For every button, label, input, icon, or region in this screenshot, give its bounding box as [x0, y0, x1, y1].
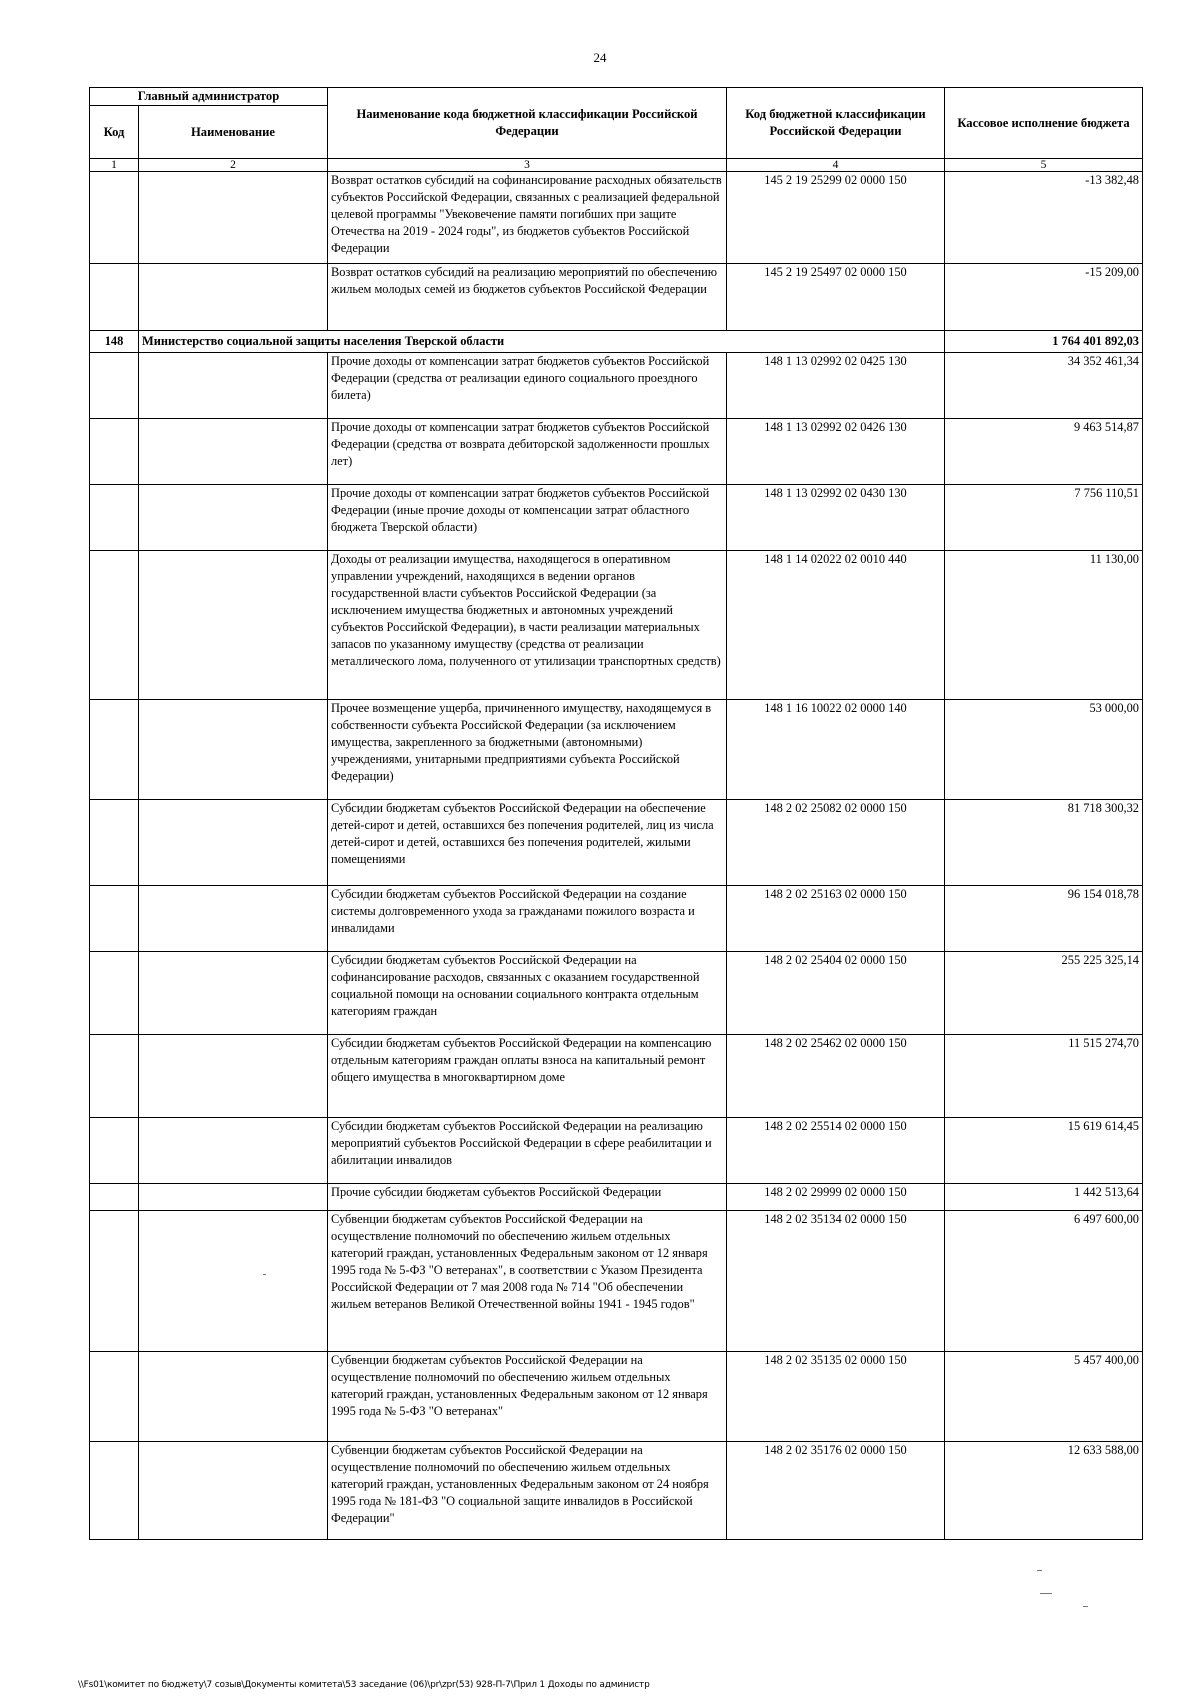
- row-amount: 96 154 018,78: [945, 886, 1143, 952]
- row-amount: 255 225 325,14: [945, 952, 1143, 1035]
- column-number: 2: [139, 159, 328, 172]
- code-header: Код: [90, 106, 139, 159]
- table-row: [90, 419, 1143, 485]
- row-description: Доходы от реализации имущества, находящегося в оперативном управлении учреждений, находящихся в ведении органов государственной власти субъектов Российской Федерации (за исключением имущества бюджетных и автономных учреждений субъектов Российской Федерации), в части реализации материальных запасов по указанному имуществу (средства от реализации металлического лома, полученного от утилизации транспортных средств): [328, 551, 727, 700]
- kbk-code-header: Код бюджетной классификации Российской Федерации: [727, 88, 945, 159]
- row-description: Прочие доходы от компенсации затрат бюджетов субъектов Российской Федерации (средства от реализации единого социального проездного билета): [328, 353, 727, 419]
- row-description: Прочие доходы от компенсации затрат бюджетов субъектов Российской Федерации (иные прочие доходы от компенсации затрат областного бюджета Тверской области): [328, 485, 727, 551]
- row-amount: 1 442 513,64: [945, 1184, 1143, 1211]
- table-row: [90, 952, 1143, 1035]
- footer-file-path: \\Fs01\комитет по бюджету\7 созыв\Документы комитета\53 заседание (06)\pr\zpr(53) 928-П-7\Прил 1 Доходы по администр: [78, 1680, 650, 1690]
- row-description: Возврат остатков субсидий на реализацию мероприятий по обеспечению жильем молодых семей из бюджетов субъектов Российской Федерации: [328, 264, 727, 331]
- row-amount: 15 619 614,45: [945, 1118, 1143, 1184]
- row-description: Субсидии бюджетам субъектов Российской Федерации на обеспечение детей-сирот и детей, оставшихся без попечения родителей, лиц из числа детей-сирот и детей, оставшихся без попечения родителей, жилыми помещениями: [328, 800, 727, 886]
- table-row: [90, 353, 1143, 419]
- table-row: [90, 700, 1143, 800]
- row-code: 148 2 02 25462 02 0000 150: [727, 1035, 945, 1118]
- column-number: 1: [90, 159, 139, 172]
- row-description: Прочее возмещение ущерба, причиненного имуществу, находящемуся в собственности субъекта Российской Федерации (за исключением имущества, закрепленного за бюджетными (автономными) учреждениями, унитарными предприятиями субъекта Российской Федерации): [328, 700, 727, 800]
- scan-mark: [1037, 1570, 1042, 1571]
- row-amount: 5 457 400,00: [945, 1352, 1143, 1442]
- group-row: [90, 331, 1143, 353]
- row-description: Субвенции бюджетам субъектов Российской Федерации на осуществление полномочий по обеспечению жильем отдельных категорий граждан, установленных Федеральным законом от 24 ноября 1995 года № 181-ФЗ "О социальной защите инвалидов в Российской Федерации": [328, 1442, 727, 1540]
- table-row: [90, 1118, 1143, 1184]
- row-code: 148 2 02 25163 02 0000 150: [727, 886, 945, 952]
- scan-mark: [1040, 1593, 1052, 1594]
- page-number: 24: [593, 50, 607, 65]
- table-row: [90, 800, 1143, 886]
- row-code: 148 2 02 25404 02 0000 150: [727, 952, 945, 1035]
- row-code: 148 1 14 02022 02 0010 440: [727, 551, 945, 700]
- table-row: [90, 1211, 1143, 1352]
- row-code: 148 2 02 35135 02 0000 150: [727, 1352, 945, 1442]
- group-amount: 1 764 401 892,03: [945, 331, 1143, 353]
- row-amount: 6 497 600,00: [945, 1211, 1143, 1352]
- budget-table: [89, 87, 1143, 1540]
- row-amount: 53 000,00: [945, 700, 1143, 800]
- row-code: 148 1 13 02992 02 0425 130: [727, 353, 945, 419]
- table-row: [90, 886, 1143, 952]
- execution-header: Кассовое исполнение бюджета: [945, 88, 1143, 159]
- column-numbers-row: [90, 159, 1143, 172]
- row-amount: -15 209,00: [945, 264, 1143, 331]
- table-row: [90, 551, 1143, 700]
- row-description: Субсидии бюджетам субъектов Российской Федерации на компенсацию отдельным категориям граждан оплаты взноса на капитальный ремонт общего имущества в многоквартирном доме: [328, 1035, 727, 1118]
- row-amount: 12 633 588,00: [945, 1442, 1143, 1540]
- row-description: Субсидии бюджетам субъектов Российской Федерации на реализацию мероприятий субъектов Российской Федерации в сфере реабилитации и абилитации инвалидов: [328, 1118, 727, 1184]
- table-row: [90, 264, 1143, 331]
- row-description: Прочие субсидии бюджетам субъектов Российской Федерации: [328, 1184, 727, 1211]
- row-code: 148 2 02 29999 02 0000 150: [727, 1184, 945, 1211]
- row-code: 148 2 02 35176 02 0000 150: [727, 1442, 945, 1540]
- table-row: [90, 1352, 1143, 1442]
- table-row: [90, 172, 1143, 264]
- row-code: 148 1 13 02992 02 0426 130: [727, 419, 945, 485]
- row-amount: 11 130,00: [945, 551, 1143, 700]
- row-code: 148 1 16 10022 02 0000 140: [727, 700, 945, 800]
- row-code: 148 2 02 35134 02 0000 150: [727, 1211, 945, 1352]
- row-amount: 7 756 110,51: [945, 485, 1143, 551]
- scan-mark: [263, 1274, 266, 1275]
- row-description: Субвенции бюджетам субъектов Российской Федерации на осуществление полномочий по обеспечению жильем отдельных категорий граждан, установленных Федеральным законом от 12 января 1995 года № 5-ФЗ "О ветеранах", в соответствии с Указом Президента Российской Федерации от 7 мая 2008 года № 714 "Об обеспечении жильем ветеранов Великой Отечественной войны 1941 - 1945 годов": [328, 1211, 727, 1352]
- row-description: Прочие доходы от компенсации затрат бюджетов субъектов Российской Федерации (средства от возврата дебиторской задолженности прошлых лет): [328, 419, 727, 485]
- column-number: 4: [727, 159, 945, 172]
- row-amount: 34 352 461,34: [945, 353, 1143, 419]
- main-admin-header: Главный администратор: [90, 88, 328, 106]
- table-row: [90, 1442, 1143, 1540]
- group-code: 148: [90, 331, 139, 353]
- row-description: Субвенции бюджетам субъектов Российской Федерации на осуществление полномочий по обеспечению жильем отдельных категорий граждан, установленных Федеральным законом от 12 января 1995 года № 5-ФЗ "О ветеранах": [328, 1352, 727, 1442]
- table-row: [90, 1184, 1143, 1211]
- table-row: [90, 1035, 1143, 1118]
- column-number: 5: [945, 159, 1143, 172]
- row-amount: 9 463 514,87: [945, 419, 1143, 485]
- row-code: 145 2 19 25497 02 0000 150: [727, 264, 945, 331]
- row-amount: -13 382,48: [945, 172, 1143, 264]
- name-header: Наименование: [139, 106, 328, 159]
- row-code: 148 1 13 02992 02 0430 130: [727, 485, 945, 551]
- row-description: Возврат остатков субсидий на софинансирование расходных обязательств субъектов Российской Федерации, связанных с реализацией федеральной целевой программы "Увековечение памяти погибших при защите Отечества на 2019 - 2024 годы", из бюджетов субъектов Российской Федерации: [328, 172, 727, 264]
- row-amount: 11 515 274,70: [945, 1035, 1143, 1118]
- row-code: 148 2 02 25082 02 0000 150: [727, 800, 945, 886]
- row-description: Субсидии бюджетам субъектов Российской Федерации на софинансирование расходов, связанных с оказанием государственной социальной помощи на основании социального контракта отдельным категориям граждан: [328, 952, 727, 1035]
- column-number: 3: [328, 159, 727, 172]
- table-row: [90, 485, 1143, 551]
- kbk-name-header: Наименование кода бюджетной классификации Российской Федерации: [328, 88, 727, 159]
- row-description: Субсидии бюджетам субъектов Российской Федерации на создание системы долговременного ухода за гражданами пожилого возраста и инвалидами: [328, 886, 727, 952]
- row-code: 148 2 02 25514 02 0000 150: [727, 1118, 945, 1184]
- group-name: Министерство социальной защиты населения Тверской области: [139, 331, 945, 353]
- row-code: 145 2 19 25299 02 0000 150: [727, 172, 945, 264]
- scan-mark: [1083, 1606, 1088, 1607]
- row-amount: 81 718 300,32: [945, 800, 1143, 886]
